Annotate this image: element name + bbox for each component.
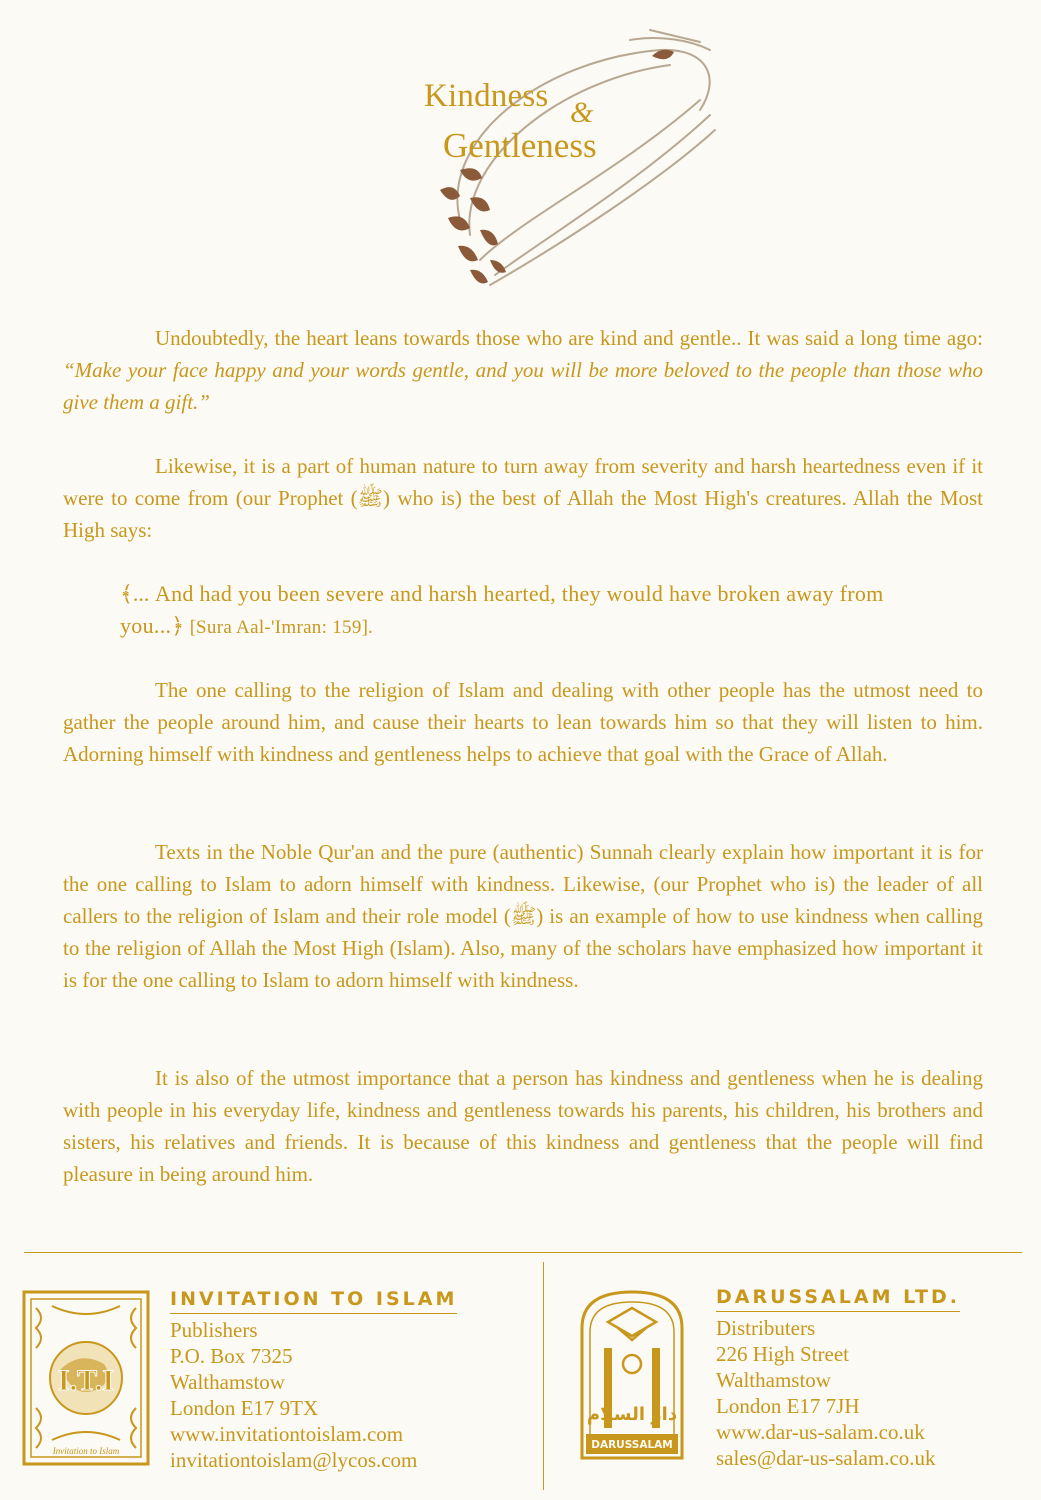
footer-column-divider <box>543 1262 544 1490</box>
publisher-email[interactable]: invitationtoislam@lycos.com <box>170 1448 418 1472</box>
distributor-street: 226 High Street <box>716 1342 849 1366</box>
title-gentleness: Gentleness <box>443 126 597 165</box>
darussalam-logo <box>578 1288 686 1460</box>
title-kindness: Kindness <box>424 78 549 114</box>
publisher-area: Walthamstow <box>170 1370 285 1394</box>
publisher-role: Publishers <box>170 1318 258 1342</box>
quran-verse <box>120 578 940 644</box>
paragraph-5-text: It is also of the utmost importance that a person has kindness and gentleness when he is dealing with people in his everyday life, kindness and gentleness towards his parents, his children, his brothers and sisters, his relatives and friends. It is because of this kindness and gentleness that the people will find pleasure in being around him. <box>63 1066 983 1186</box>
paragraph-1-text: Undoubtedly, the heart leans towards those who are kind and gentle.. It was said a long time ago: <box>155 326 983 350</box>
distributor-website[interactable]: www.dar-us-salam.co.uk <box>716 1420 925 1444</box>
distributor-area: Walthamstow <box>716 1368 831 1392</box>
darussalam-logo-caption: DARUSSALAM <box>591 1439 673 1451</box>
iti-logo-letters: I.T.I <box>57 1364 115 1397</box>
paragraph-3 <box>63 674 983 770</box>
distributor-email[interactable]: sales@dar-us-salam.co.uk <box>716 1446 936 1470</box>
paragraph-2-text: Likewise, it is a part of human nature to turn away from severity and harsh heartedness even if it were to come from (our Prophet (ﷺ) who is) the best of Allah the Most High's creatures. Allah the Most High says: <box>63 454 983 542</box>
footer-divider <box>24 1252 1022 1253</box>
invitation-to-islam-logo <box>22 1290 150 1466</box>
paragraph-4-text: Texts in the Noble Qur'an and the pure (authentic) Sunnah clearly explain how important it is for the one calling to Islam to adorn himself with kindness. Likewise, (our Prophet who is) the leader of all callers to the religion of Islam and their role model (ﷺ) is an example of how to use kindness when calling to the religion of Allah the Most High (Islam). Also, many of the scholars have emphasized how important it is for the one calling to Islam to adorn himself with kindness. <box>63 840 983 992</box>
publisher-name: INVITATION TO ISLAM <box>170 1288 457 1314</box>
publisher-box: P.O. Box 7325 <box>170 1344 293 1368</box>
darussalam-logo-arabic: دار السلام <box>586 1404 678 1425</box>
publisher-city: London E17 9TX <box>170 1396 319 1420</box>
paragraph-3-text: The one calling to the religion of Islam and dealing with other people has the utmost need to gather the people around him, and cause their hearts to lean towards him so that they will listen to him. Adorning himself with kindness and gentleness helps to achieve that goal with the Grace of Allah. <box>63 678 983 766</box>
publisher-website[interactable]: www.invitationtoislam.com <box>170 1422 404 1446</box>
distributor-name: DARUSSALAM LTD. <box>716 1286 960 1312</box>
paragraph-5 <box>63 1062 983 1190</box>
paragraph-1 <box>63 322 983 418</box>
distributor-address <box>716 1315 936 1471</box>
iti-logo-caption: Invitation to Islam <box>52 1446 120 1456</box>
distributor-role: Distributers <box>716 1316 816 1340</box>
paragraph-1-quote: “Make your face happy and your words gentle, and you will be more beloved to the people than those who give them a gift.” <box>63 358 983 414</box>
verse-reference: [Sura Aal-'Imran: 159]. <box>189 617 373 638</box>
verse-text: ﴾... And had you been severe and harsh hearted, they would have broken away from you...﴿ <box>120 581 884 638</box>
paragraph-4 <box>63 836 983 996</box>
distributor-city: London E17 7JH <box>716 1394 860 1418</box>
title-ampersand: & <box>570 96 594 129</box>
publisher-address <box>170 1317 417 1473</box>
paragraph-2 <box>63 450 983 546</box>
